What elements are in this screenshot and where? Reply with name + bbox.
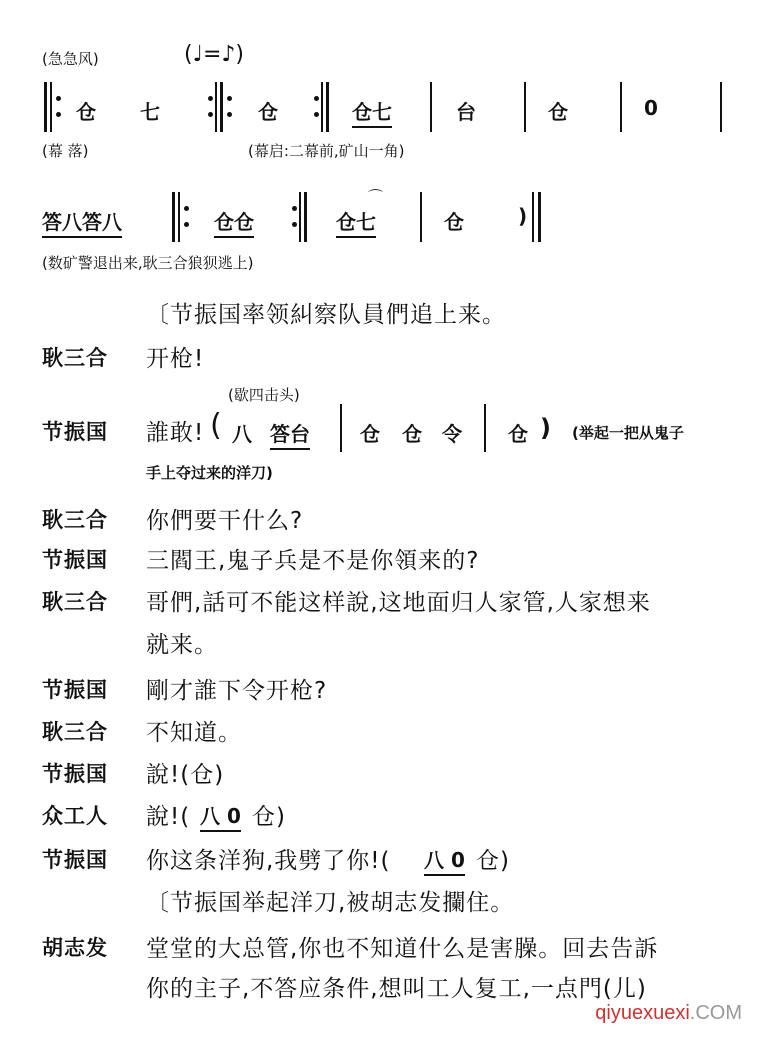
- beat-cell: 仓七: [352, 96, 392, 128]
- speaker: 耿三合: [42, 720, 108, 744]
- beat-cell: 令: [442, 422, 462, 446]
- repeat-dot: [314, 112, 319, 117]
- beat-cell: ): [540, 414, 551, 442]
- barline: [340, 404, 342, 452]
- dialogue-line: 哥們,話可不能这样說,这地面归人家管,人家想来: [146, 590, 651, 616]
- speaker: 胡志发: [42, 936, 108, 960]
- repeat-dot: [208, 112, 213, 117]
- beat-cell: 七: [140, 100, 160, 124]
- open-paren: (: [210, 408, 222, 443]
- barline: [524, 82, 526, 132]
- dialogue-line: 誰敢!: [146, 420, 205, 446]
- beat-cell: 仓七: [336, 206, 376, 238]
- speaker: 节振国: [42, 848, 108, 872]
- dialogue-line-tail: 仓): [476, 848, 510, 874]
- beat-cell: 仓: [360, 422, 380, 446]
- beat-cell: ): [518, 204, 528, 228]
- beat-cell: 答台: [270, 418, 310, 450]
- stage-direction: 〔节振国率领糾察队員們追上来。: [146, 302, 506, 328]
- speaker: 节振国: [42, 678, 108, 702]
- row2-lead: 答八答八: [42, 206, 122, 238]
- beat-cell: 八 0: [424, 844, 465, 876]
- speaker: 耿三合: [42, 346, 108, 370]
- barline-double: [172, 192, 175, 242]
- beat-cell: 0: [644, 96, 658, 120]
- dialogue-line: 堂堂的大总管,你也不知道什么是害臊。回去告訴: [146, 936, 659, 962]
- dialogue-line-tail: 仓): [252, 804, 286, 830]
- tempo-label: (急急风): [42, 50, 99, 68]
- speaker: 节振国: [42, 762, 108, 786]
- repeat-dot: [292, 222, 297, 227]
- barline-double: [304, 192, 307, 242]
- barline: [620, 82, 622, 132]
- repeat-dot: [56, 112, 61, 117]
- barline-double: [220, 82, 223, 132]
- dialogue-line: 你們要干什么?: [146, 508, 304, 534]
- row1-note-right: (幕启:二幕前,矿山一角): [248, 142, 405, 160]
- dialogue-line-cont: 你的主子,不答应条件,想叫工人复工,一点門(儿): [146, 976, 647, 1002]
- repeat-dot: [227, 112, 232, 117]
- percussion-note: (歇四击头): [228, 386, 300, 404]
- dialogue-line: 說!(: [146, 804, 191, 830]
- dialogue-line: 剛才誰下令开枪?: [146, 678, 328, 704]
- repeat-dot: [184, 206, 189, 211]
- repeat-dot: [184, 222, 189, 227]
- barline: [215, 82, 217, 132]
- speaker: 众工人: [42, 804, 108, 828]
- barline: [532, 192, 534, 242]
- barline-double-thin: [50, 82, 52, 132]
- barline: [299, 192, 301, 242]
- barline-double: [44, 82, 47, 132]
- barline: [178, 192, 180, 242]
- barline: [720, 82, 722, 132]
- watermark-part2: .COM: [689, 1002, 742, 1024]
- tempo-mark: (♩=♪): [184, 42, 245, 67]
- dialogue-line-cont: 就来。: [146, 632, 218, 658]
- beat-cell: 八: [232, 422, 252, 446]
- repeat-dot: [314, 96, 319, 101]
- beat-cell: 台: [456, 100, 476, 124]
- repeat-dot: [292, 206, 297, 211]
- repeat-dot: [56, 96, 61, 101]
- beat-cell: 仓: [258, 100, 278, 124]
- fermata-icon: ⌒: [368, 188, 384, 206]
- beat-cell: 仓仓: [214, 206, 254, 238]
- dialogue-line: 不知道。: [146, 720, 242, 746]
- watermark-part1: qiyuexuexi: [595, 1002, 690, 1024]
- beat-cell: 仓: [444, 210, 464, 234]
- speaker: 节振国: [42, 420, 108, 444]
- dialogue-line: 說!(仓): [146, 762, 225, 788]
- dialogue-line: 开枪!: [146, 346, 205, 372]
- watermark: [595, 1002, 742, 1025]
- stage-note: (举起一把从鬼子: [572, 424, 684, 442]
- row1-note-left: (幕 落): [42, 142, 89, 160]
- speaker: 耿三合: [42, 590, 108, 614]
- row2-note: (数矿警退出来,耿三合狼狈逃上): [42, 254, 254, 272]
- beat-cell: 仓: [508, 422, 528, 446]
- beat-cell: 仓: [76, 100, 96, 124]
- beat-cell: 仓: [548, 100, 568, 124]
- barline: [420, 192, 422, 242]
- repeat-dot: [208, 96, 213, 101]
- barline-double: [326, 82, 329, 132]
- beat-cell: 八 0: [200, 800, 241, 832]
- dialogue-line: 三閻王,鬼子兵是不是你領来的?: [146, 548, 480, 574]
- barline: [484, 404, 486, 452]
- barline: [430, 82, 432, 132]
- barline-double: [538, 192, 541, 242]
- beat-cell: 仓: [402, 422, 422, 446]
- barline: [321, 82, 323, 132]
- stage-note: 手上夺过来的洋刀): [146, 464, 273, 482]
- speaker: 节振国: [42, 548, 108, 572]
- dialogue-line: 你这条洋狗,我劈了你!(: [146, 848, 391, 874]
- speaker: 耿三合: [42, 508, 108, 532]
- stage-direction: 〔节振国举起洋刀,被胡志发攔住。: [146, 890, 515, 916]
- repeat-dot: [227, 96, 232, 101]
